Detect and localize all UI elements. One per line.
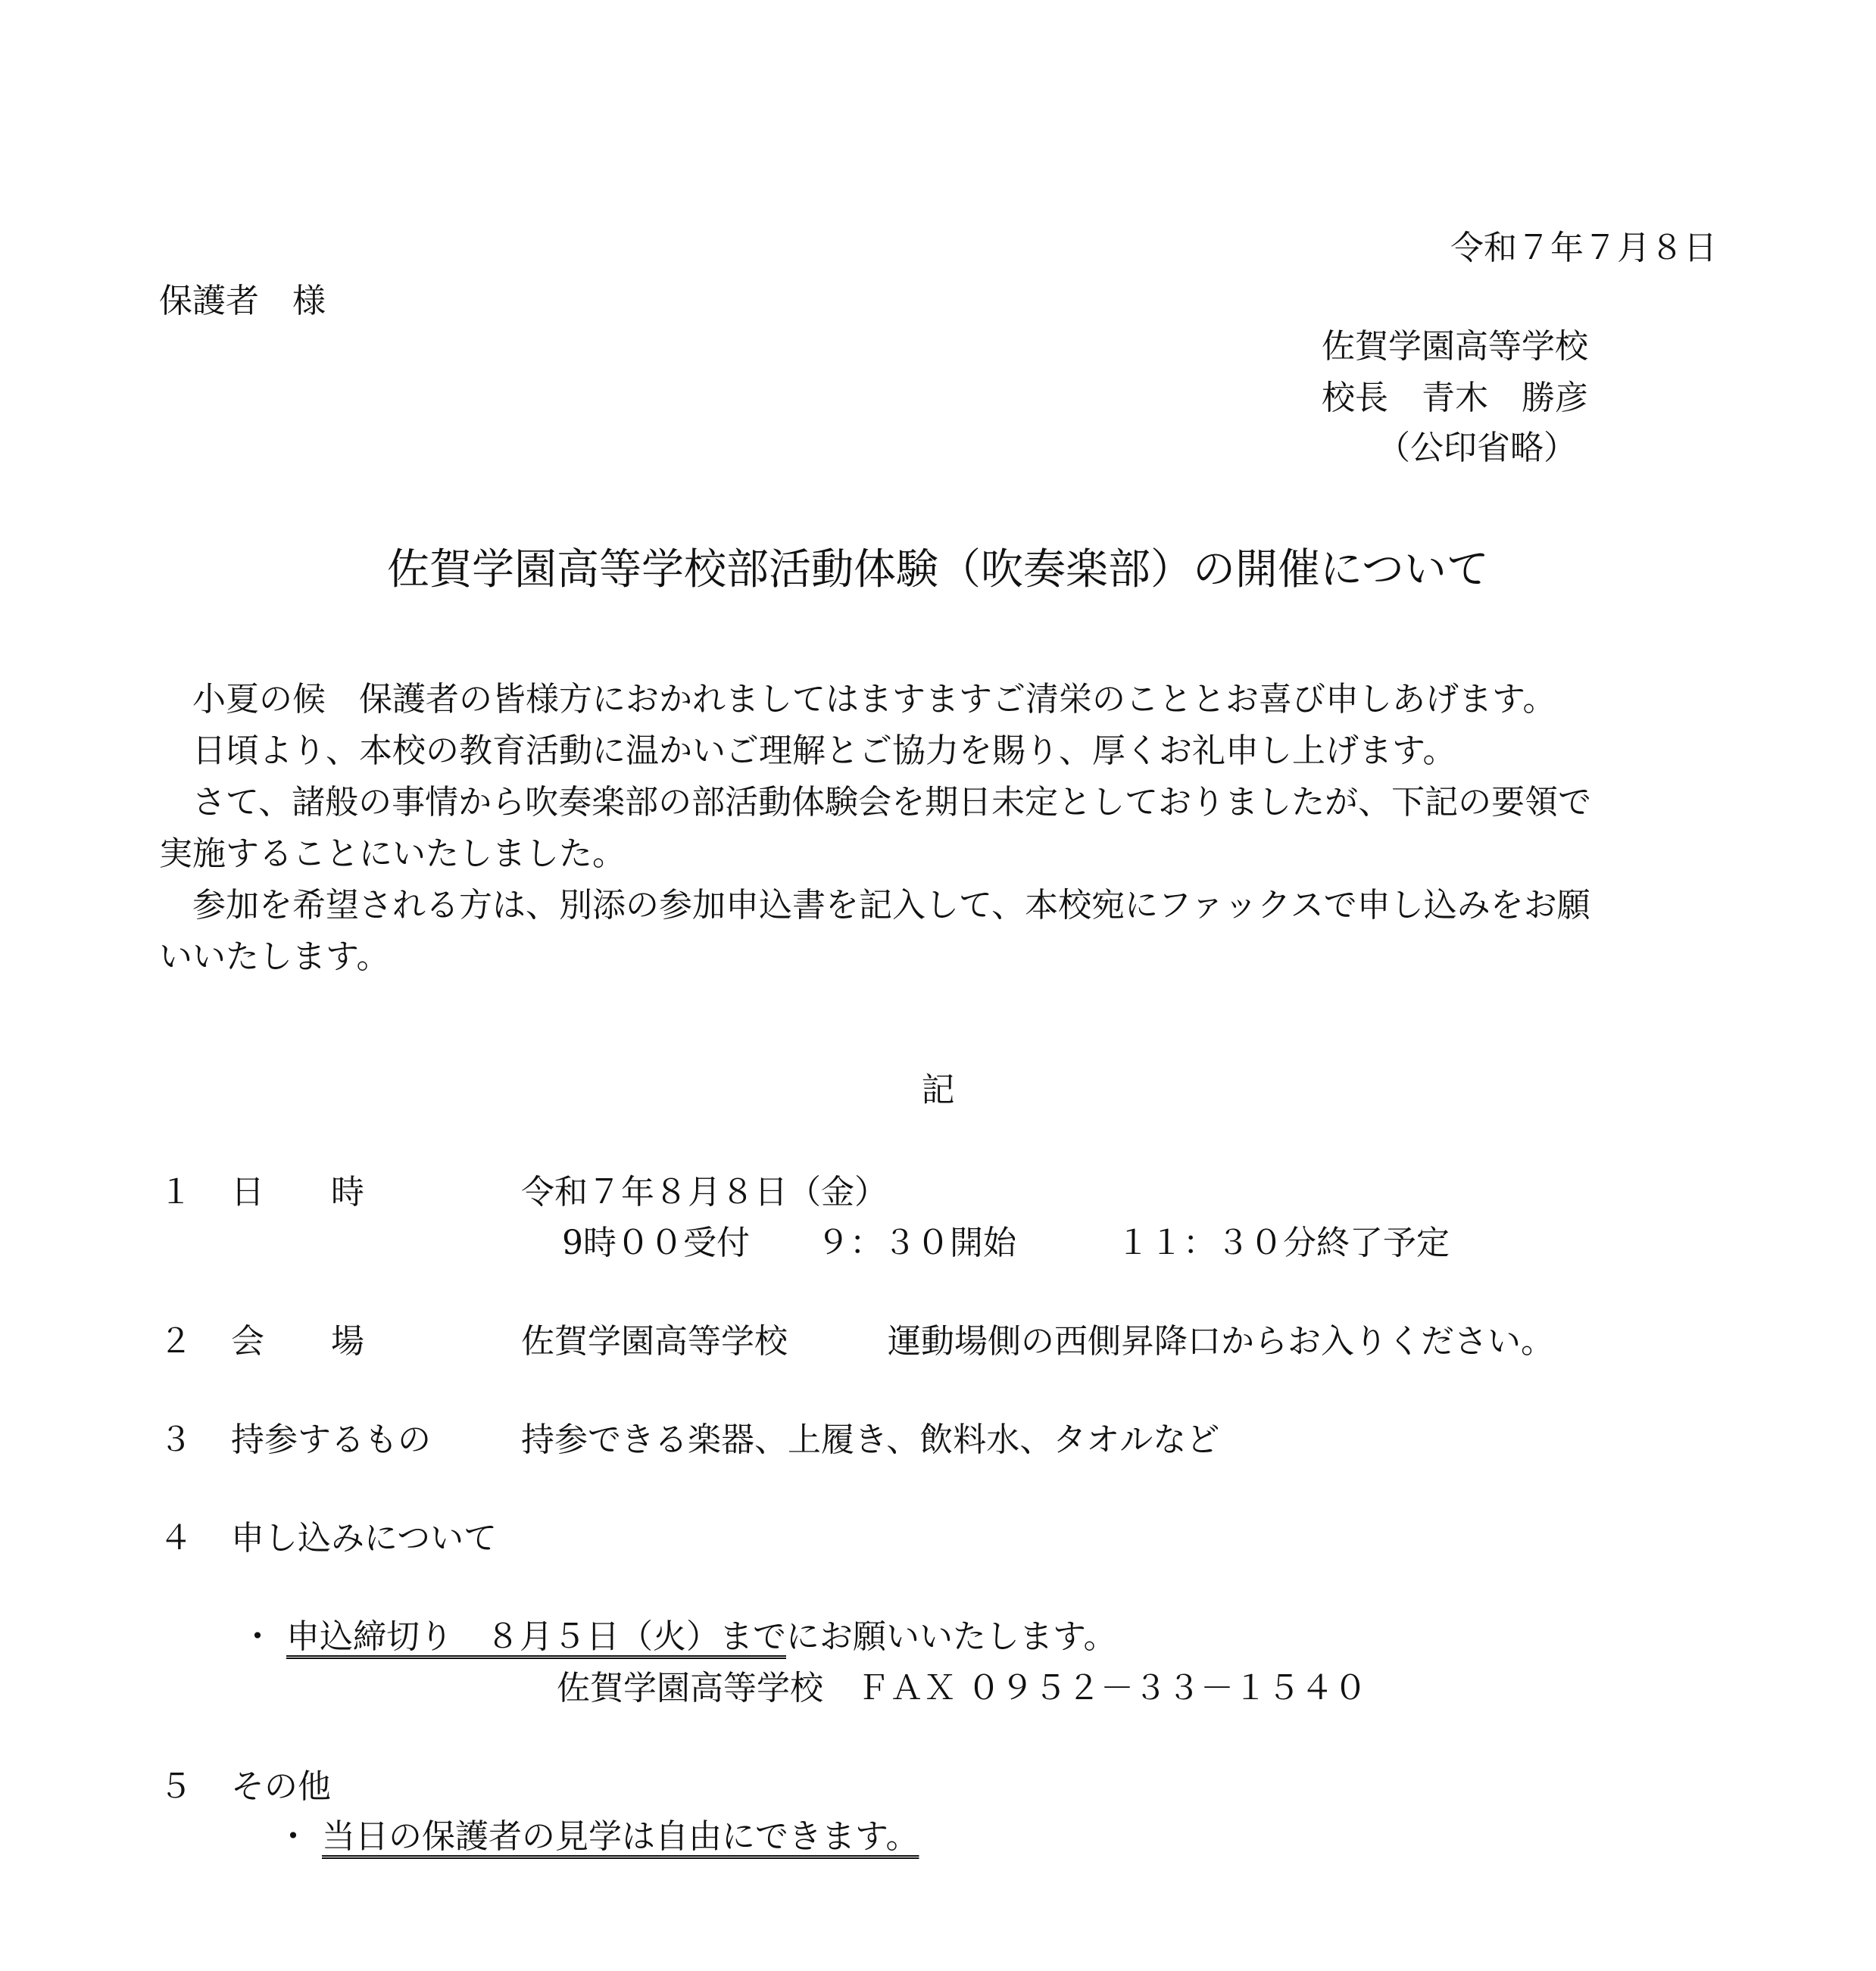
body-paragraph-announcement-cont: 実施することにいたしました。: [159, 834, 626, 873]
item-4-bullet: ・: [241, 1617, 274, 1656]
ki-heading: 記: [921, 1071, 955, 1109]
item-3-label: 持参するもの: [231, 1421, 431, 1459]
item-1-label: 日 時: [231, 1173, 364, 1212]
addressee: 保護者 様: [159, 282, 326, 320]
item-5-note: [322, 1814, 919, 1860]
item-3-items: 持参できる楽器、上履き、飲料水、タオルなど: [521, 1421, 1220, 1459]
sender-seal-note: （公印省略）: [1377, 429, 1577, 467]
body-paragraph-announcement: さて、諸般の事情から吹奏楽部の部活動体験会を期日未定としておりましたが、下記の要領で: [192, 783, 1592, 822]
item-1-schedule: 9時００受付 ９：３０開始 １１：３０分終了予定: [562, 1224, 1450, 1262]
issue-date: 令和７年７月８日: [1450, 229, 1717, 267]
item-5-label: その他: [231, 1767, 331, 1806]
deadline-underlined: 申込締切り ８月５日（火）まで: [286, 1617, 786, 1656]
item-4-number: ４: [159, 1519, 192, 1558]
sender-school: 佐賀学園高等学校: [1322, 327, 1588, 366]
item-1-number: １: [159, 1173, 192, 1212]
sender-principal: 校長 青木 勝彦: [1322, 379, 1588, 417]
note-underlined: 当日の保護者の見学は自由にできます。: [322, 1817, 919, 1856]
deadline-rest: にお願いいたします。: [786, 1617, 1117, 1656]
fax-number-line: 佐賀学園高等学校 ＦＡＸ ０９５２－３３－１５４０: [557, 1669, 1367, 1707]
item-4-label: 申し込みについて: [231, 1519, 498, 1558]
body-paragraph-request-cont: いいたします。: [159, 937, 390, 976]
document-title: 佐賀学園高等学校部活動体験（吹奏楽部）の開催について: [387, 545, 1489, 594]
item-5-number: ５: [159, 1767, 192, 1806]
item-2-number: ２: [159, 1322, 192, 1361]
body-paragraph-request: 参加を希望される方は、別添の参加申込書を記入して、本校宛にファックスで申し込みをお願: [192, 886, 1590, 925]
body-paragraph-thanks: 日頃より、本校の教育活動に温かいご理解とご協力を賜り、厚くお礼申し上げます。: [192, 731, 1456, 770]
item-4-deadline: [286, 1614, 1116, 1660]
body-paragraph-greeting: 小夏の候 保護者の皆様方におかれましてはますますご清栄のこととお喜び申しあげます。: [192, 680, 1556, 719]
item-2-venue: 佐賀学園高等学校 運動場側の西側昇降口からお入りください。: [521, 1322, 1554, 1361]
letter-body: [159, 674, 1719, 983]
item-5-bullet: ・: [276, 1817, 310, 1856]
item-3-number: ３: [159, 1421, 192, 1459]
item-2-label: 会 場: [231, 1322, 364, 1361]
item-1-date: 令和７年８月８日（金）: [521, 1173, 888, 1212]
